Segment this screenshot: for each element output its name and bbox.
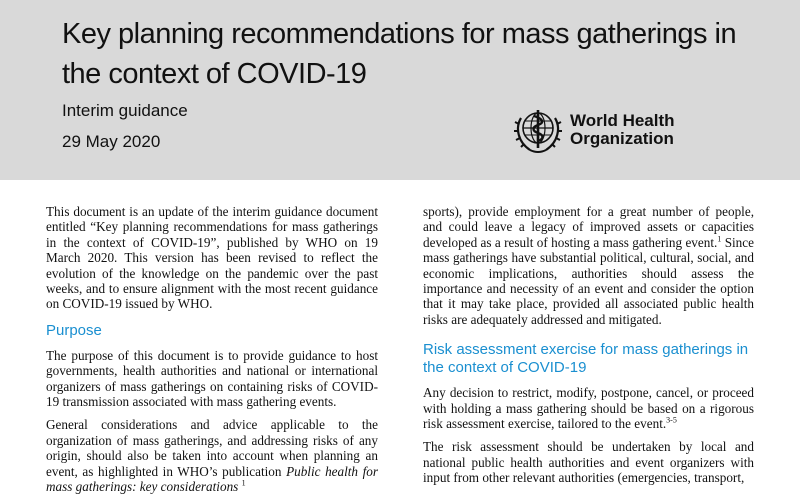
document-header (0, 0, 800, 180)
who-emblem-icon (512, 104, 564, 156)
title-line-2: the context of COVID-19 (62, 58, 367, 90)
reference-number: 1 (241, 478, 246, 488)
risk-decision-paragraph (423, 385, 754, 431)
purpose-paragraph: The purpose of this document is to provide guidance to host governments, health authorities and national or international organizers of mass gatherings on containing risks of COVID-19 transmission associated with mass gathering events. (46, 347, 378, 410)
risk-decision-text: Any decision to restrict, modify, postpone, cancel, or proceed with holding a mass gathering should be based on a rigorous risk assessment exercise, tailored to the event. (423, 385, 754, 432)
who-logo (512, 102, 682, 158)
who-wordmark (570, 112, 675, 148)
risk-authorities-paragraph: The risk assessment should be undertaken by local and national public health authorities and event organizers with input from other relevant authorities (emergencies, transport, (423, 439, 754, 486)
continued-text: sports), provide employment for a great number of people, and could leave a legacy of improved assets or capacities developed as a result of hosting a mass gathering event. (423, 204, 754, 250)
intro-paragraph: This document is an update of the interim guidance document entitled “Key planning recommendations for mass gatherings in the context of COVID-19”, published by WHO on 19 March 2020. This version has been revised to reflect the evolution of the knowledge on the pandemic over the past weeks, and to ensure alignment with the most recent guidance on COVID-19 issued by WHO. (46, 204, 378, 312)
general-considerations-paragraph (46, 417, 378, 494)
continued-paragraph (423, 204, 754, 327)
who-name-line-2: Organization (570, 129, 674, 148)
general-text: General considerations and advice applicable to the organization of mass gatherings, and addressing risks of any origin, should also be taken into account when planning an event, as highlighted in WHO’s publication (46, 417, 378, 479)
reference-number: 1 (717, 234, 722, 244)
document-subtitle: Interim guidance (62, 101, 188, 120)
document-title (62, 14, 762, 94)
risk-assessment-heading: Risk assessment exercise for mass gatherings in the context of COVID-19 (423, 341, 749, 377)
title-line-1: Key planning recommendations for mass gatherings in (62, 18, 737, 50)
continued-text-2: Since mass gatherings have substantial political, cultural, social, and economic implications, authorities should assess the importance and necessity of an event and consider the option that it may take place, provided all associated public health risks are adequately addressed and mitigated. (423, 234, 754, 327)
purpose-heading: Purpose (46, 321, 102, 339)
who-name-line-1: World Health (570, 111, 675, 130)
reference-number: 3-5 (666, 415, 677, 425)
publication-title-link[interactable]: Public health for mass gatherings: key considerations (46, 463, 379, 495)
right-column (423, 204, 754, 494)
left-column (46, 204, 378, 503)
document-date: 29 May 2020 (62, 132, 161, 151)
